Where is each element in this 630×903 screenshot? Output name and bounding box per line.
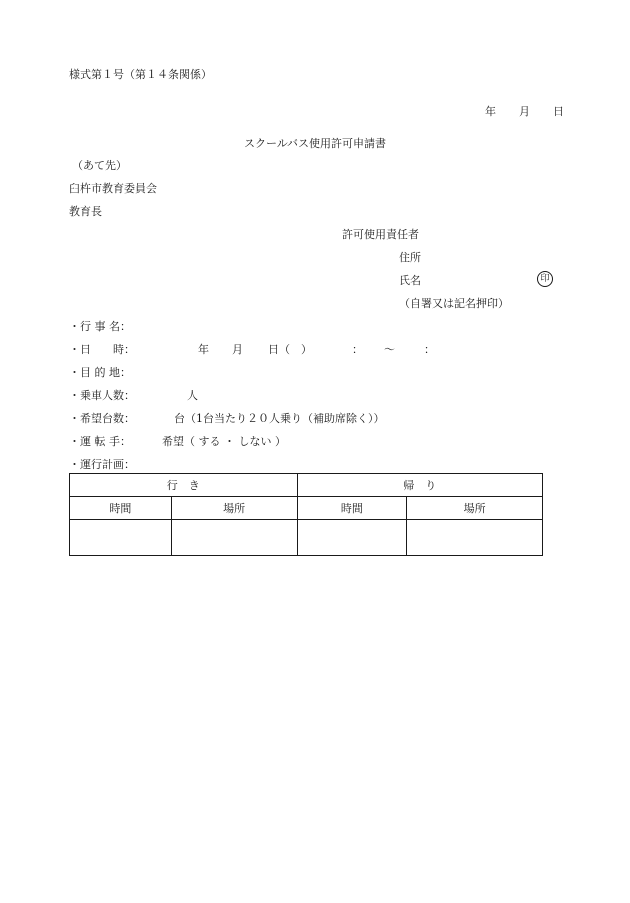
column-header-return-place: 場所 xyxy=(407,497,543,520)
form-number: 様式第１号（第１４条関係） xyxy=(69,68,212,81)
field-label-buses: ・希望台数： xyxy=(69,412,135,425)
document-title: スクールバス使用許可申請書 xyxy=(243,137,386,150)
passengers-unit: 人 xyxy=(187,389,198,402)
date-year-label: 年 xyxy=(485,105,496,118)
applicant-note: （自署又は記名押印） xyxy=(399,297,509,310)
addressee-prefix: （あて先） xyxy=(72,159,127,172)
cell-return-place[interactable] xyxy=(407,520,543,556)
outbound-header: 行 き xyxy=(70,474,298,497)
applicant-name-label: 氏名 xyxy=(399,274,421,287)
column-header-outbound-place: 場所 xyxy=(171,497,297,520)
field-driver xyxy=(69,435,389,449)
field-label-plan: ・運行計画： xyxy=(69,458,135,471)
cell-outbound-time[interactable] xyxy=(70,520,172,556)
datetime-end-colon: ： xyxy=(424,343,435,356)
return-header: 帰 り xyxy=(297,474,543,497)
field-label-destination: ・目 的 地： xyxy=(69,366,131,379)
addressee-title: 教育長 xyxy=(69,205,102,218)
cell-return-time[interactable] xyxy=(297,520,407,556)
datetime-year-label: 年 xyxy=(198,343,209,356)
table-row xyxy=(70,520,543,556)
datetime-month-label: 月 xyxy=(232,343,243,356)
buses-unit: 台（1台当たり２０人乗り（補助席除く）） xyxy=(174,412,385,425)
field-datetime xyxy=(69,343,489,357)
field-buses xyxy=(69,412,489,426)
field-label-passengers: ・乗車人数： xyxy=(69,389,135,402)
date-day-label: 日 xyxy=(553,105,564,118)
field-passengers xyxy=(69,389,369,403)
applicant-heading: 許可使用責任者 xyxy=(342,228,419,241)
schedule-table xyxy=(69,473,543,556)
driver-options: 希望（ する ・ しない ） xyxy=(162,435,286,448)
field-label-datetime: ・日 時： xyxy=(69,343,135,356)
addressee-organization: 臼杵市教育委員会 xyxy=(69,182,157,195)
column-header-return-time: 時間 xyxy=(297,497,407,520)
seal-icon: 印 xyxy=(537,271,553,287)
datetime-start-colon: ： xyxy=(352,343,363,356)
date-line xyxy=(478,91,564,119)
field-label-event-name: ・行 事 名： xyxy=(69,320,131,333)
datetime-day-label: 日（ ） xyxy=(268,343,312,356)
applicant-address-label: 住所 xyxy=(399,251,421,264)
cell-outbound-place[interactable] xyxy=(171,520,297,556)
date-month-label: 月 xyxy=(519,105,530,118)
datetime-tilde: ～ xyxy=(384,343,395,356)
field-label-driver: ・運 転 手： xyxy=(69,435,131,448)
column-header-outbound-time: 時間 xyxy=(70,497,172,520)
